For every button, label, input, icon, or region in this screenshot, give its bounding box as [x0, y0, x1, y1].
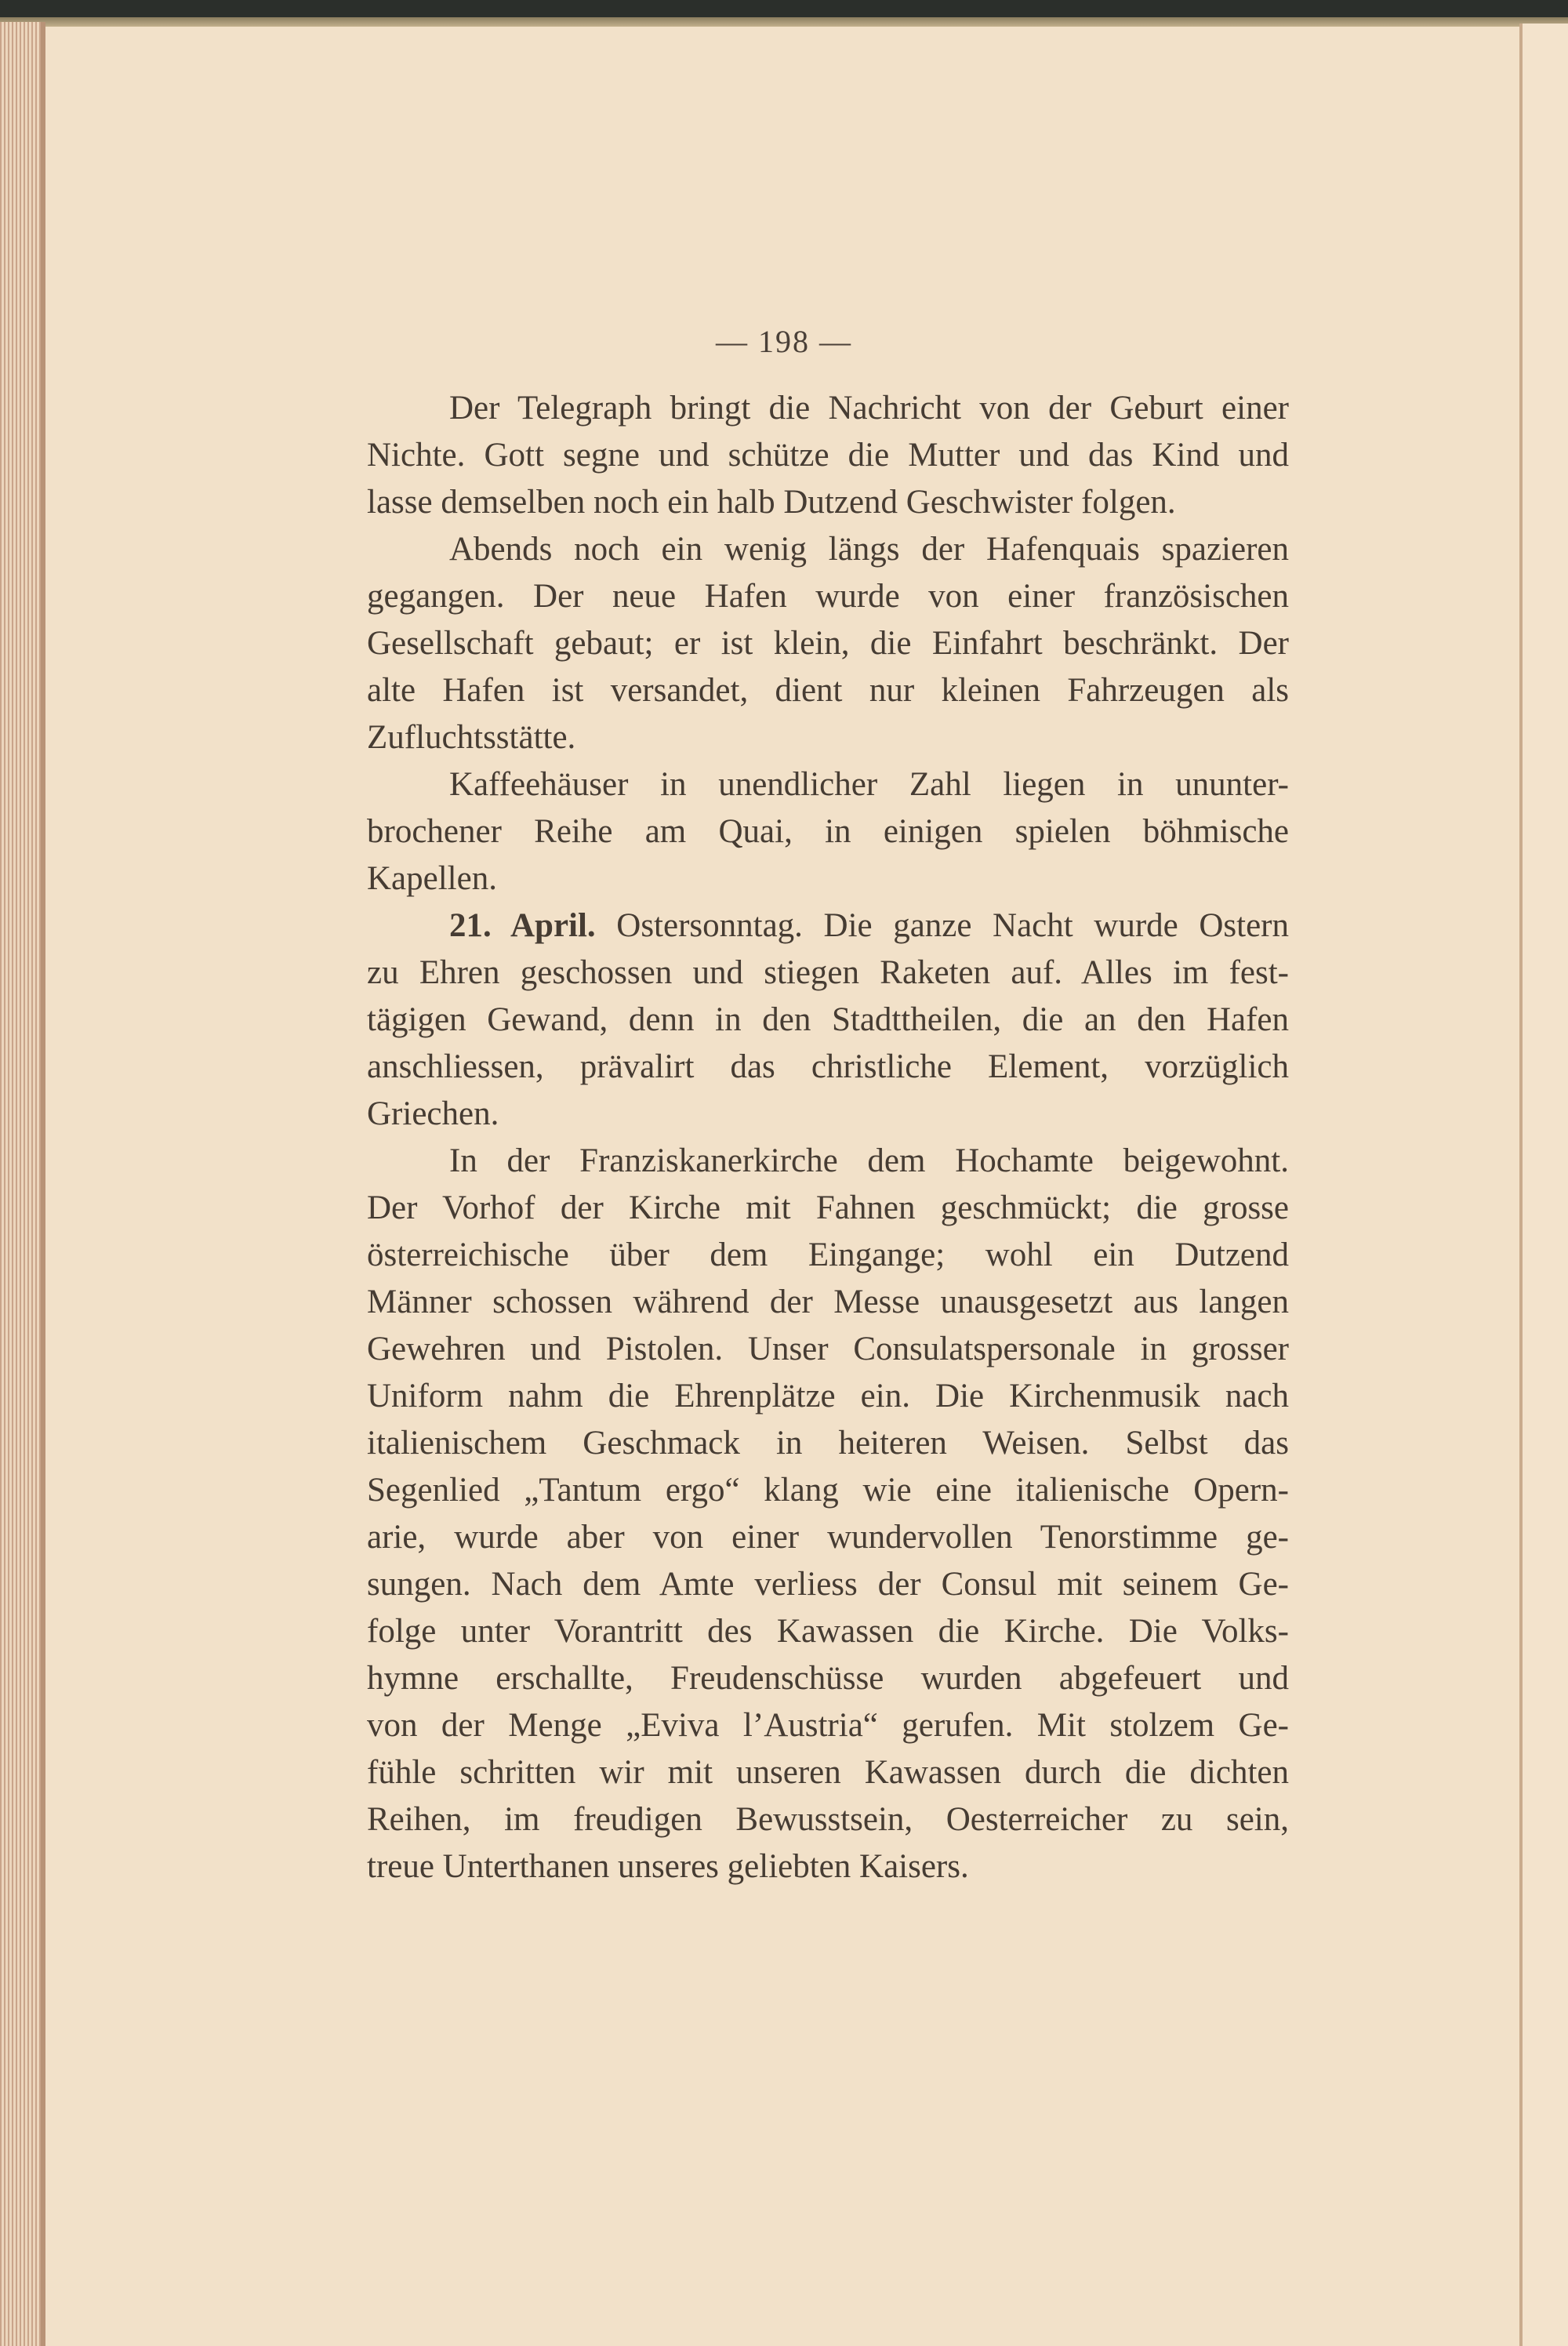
text-line: von der Menge „Eviva l’Austria“ gerufen. Mit stolzem Ge- — [367, 1707, 1289, 1744]
text-line: Kaffeehäuser in unendlicher Zahl liegen in ununter- — [449, 766, 1289, 803]
paragraph — [367, 761, 1289, 902]
text-line: arie, wurde aber von einer wundervollen Tenorstimme ge- — [367, 1519, 1289, 1556]
text-line: folge unter Vorantritt des Kawassen die Kirche. Die Volks- — [367, 1613, 1289, 1650]
text-line: Gesellschaft gebaut; er ist klein, die Einfahrt beschränkt. Der — [367, 625, 1289, 662]
text-line: Reihen, im freudigen Bewusstsein, Oesterreicher zu sein, — [367, 1801, 1289, 1838]
text-line: italienischem Geschmack in heiteren Weisen. Selbst das — [367, 1425, 1289, 1462]
text-line: Abends noch ein wenig längs der Hafenquais spazieren — [449, 531, 1289, 568]
body-text — [367, 385, 1289, 1890]
text-line: Nichte. Gott segne und schütze die Mutter und das Kind und — [367, 437, 1289, 474]
page-stack-left — [0, 22, 45, 2346]
text-line: alte Hafen ist versandet, dient nur kleinen Fahrzeugen als — [367, 672, 1289, 709]
paragraph — [367, 526, 1289, 761]
text-line-content: Ostersonntag. Die ganze Nacht wurde Ostern — [616, 907, 1289, 944]
text-line: gegangen. Der neue Hafen wurde von einer französischen — [367, 578, 1289, 615]
text-line: Gewehren und Pistolen. Unser Consulatspersonale in grosser — [367, 1331, 1289, 1367]
text-line — [367, 902, 1289, 950]
text-line: österreichische über dem Eingange; wohl ein Dutzend — [367, 1237, 1289, 1273]
entry-date: 21. April. — [449, 907, 596, 944]
text-line: Segenlied „Tantum ergo“ klang wie eine italienische Opern- — [367, 1472, 1289, 1509]
paragraph — [367, 385, 1289, 526]
text-line: brochener Reihe am Quai, in einigen spielen böhmische — [367, 813, 1289, 850]
text-line: Männer schossen während der Messe unausgesetzt aus langen — [367, 1284, 1289, 1320]
next-page-edge — [1523, 24, 1568, 2346]
paragraph — [367, 1138, 1289, 1890]
text-line: Der Vorhof der Kirche mit Fahnen geschmückt; die grosse — [367, 1189, 1289, 1226]
text-line: zu Ehren geschossen und stiegen Raketen auf. Alles im fest- — [367, 954, 1289, 991]
text-line: lasse demselben noch ein halb Dutzend Geschwister folgen. — [367, 484, 1176, 521]
page-number: — 198 — — [716, 324, 852, 359]
text-line: Zufluchtsstätte. — [367, 719, 576, 756]
text-line: Der Telegraph bringt die Nachricht von der Geburt einer — [449, 390, 1289, 427]
text-line: tägigen Gewand, denn in den Stadttheilen, die an den Hafen — [367, 1001, 1289, 1038]
paragraph — [367, 902, 1289, 1138]
text-line: Uniform nahm die Ehrenplätze ein. Die Kirchenmusik nach — [367, 1378, 1289, 1414]
text-line: treue Unterthanen unseres geliebten Kaisers. — [367, 1848, 969, 1885]
text-line: anschliessen, prävalirt das christliche Element, vorzüglich — [367, 1048, 1289, 1085]
text-line: fühle schritten wir mit unseren Kawassen durch die dichten — [367, 1754, 1289, 1791]
text-line: hymne erschallte, Freudenschüsse wurden abgefeuert und — [367, 1660, 1289, 1697]
text-line: Griechen. — [367, 1095, 499, 1132]
text-line: sungen. Nach dem Amte verliess der Consul mit seinem Ge- — [367, 1566, 1289, 1603]
text-line: Kapellen. — [367, 860, 497, 897]
text-line: In der Franziskanerkirche dem Hochamte beigewohnt. — [449, 1142, 1289, 1179]
